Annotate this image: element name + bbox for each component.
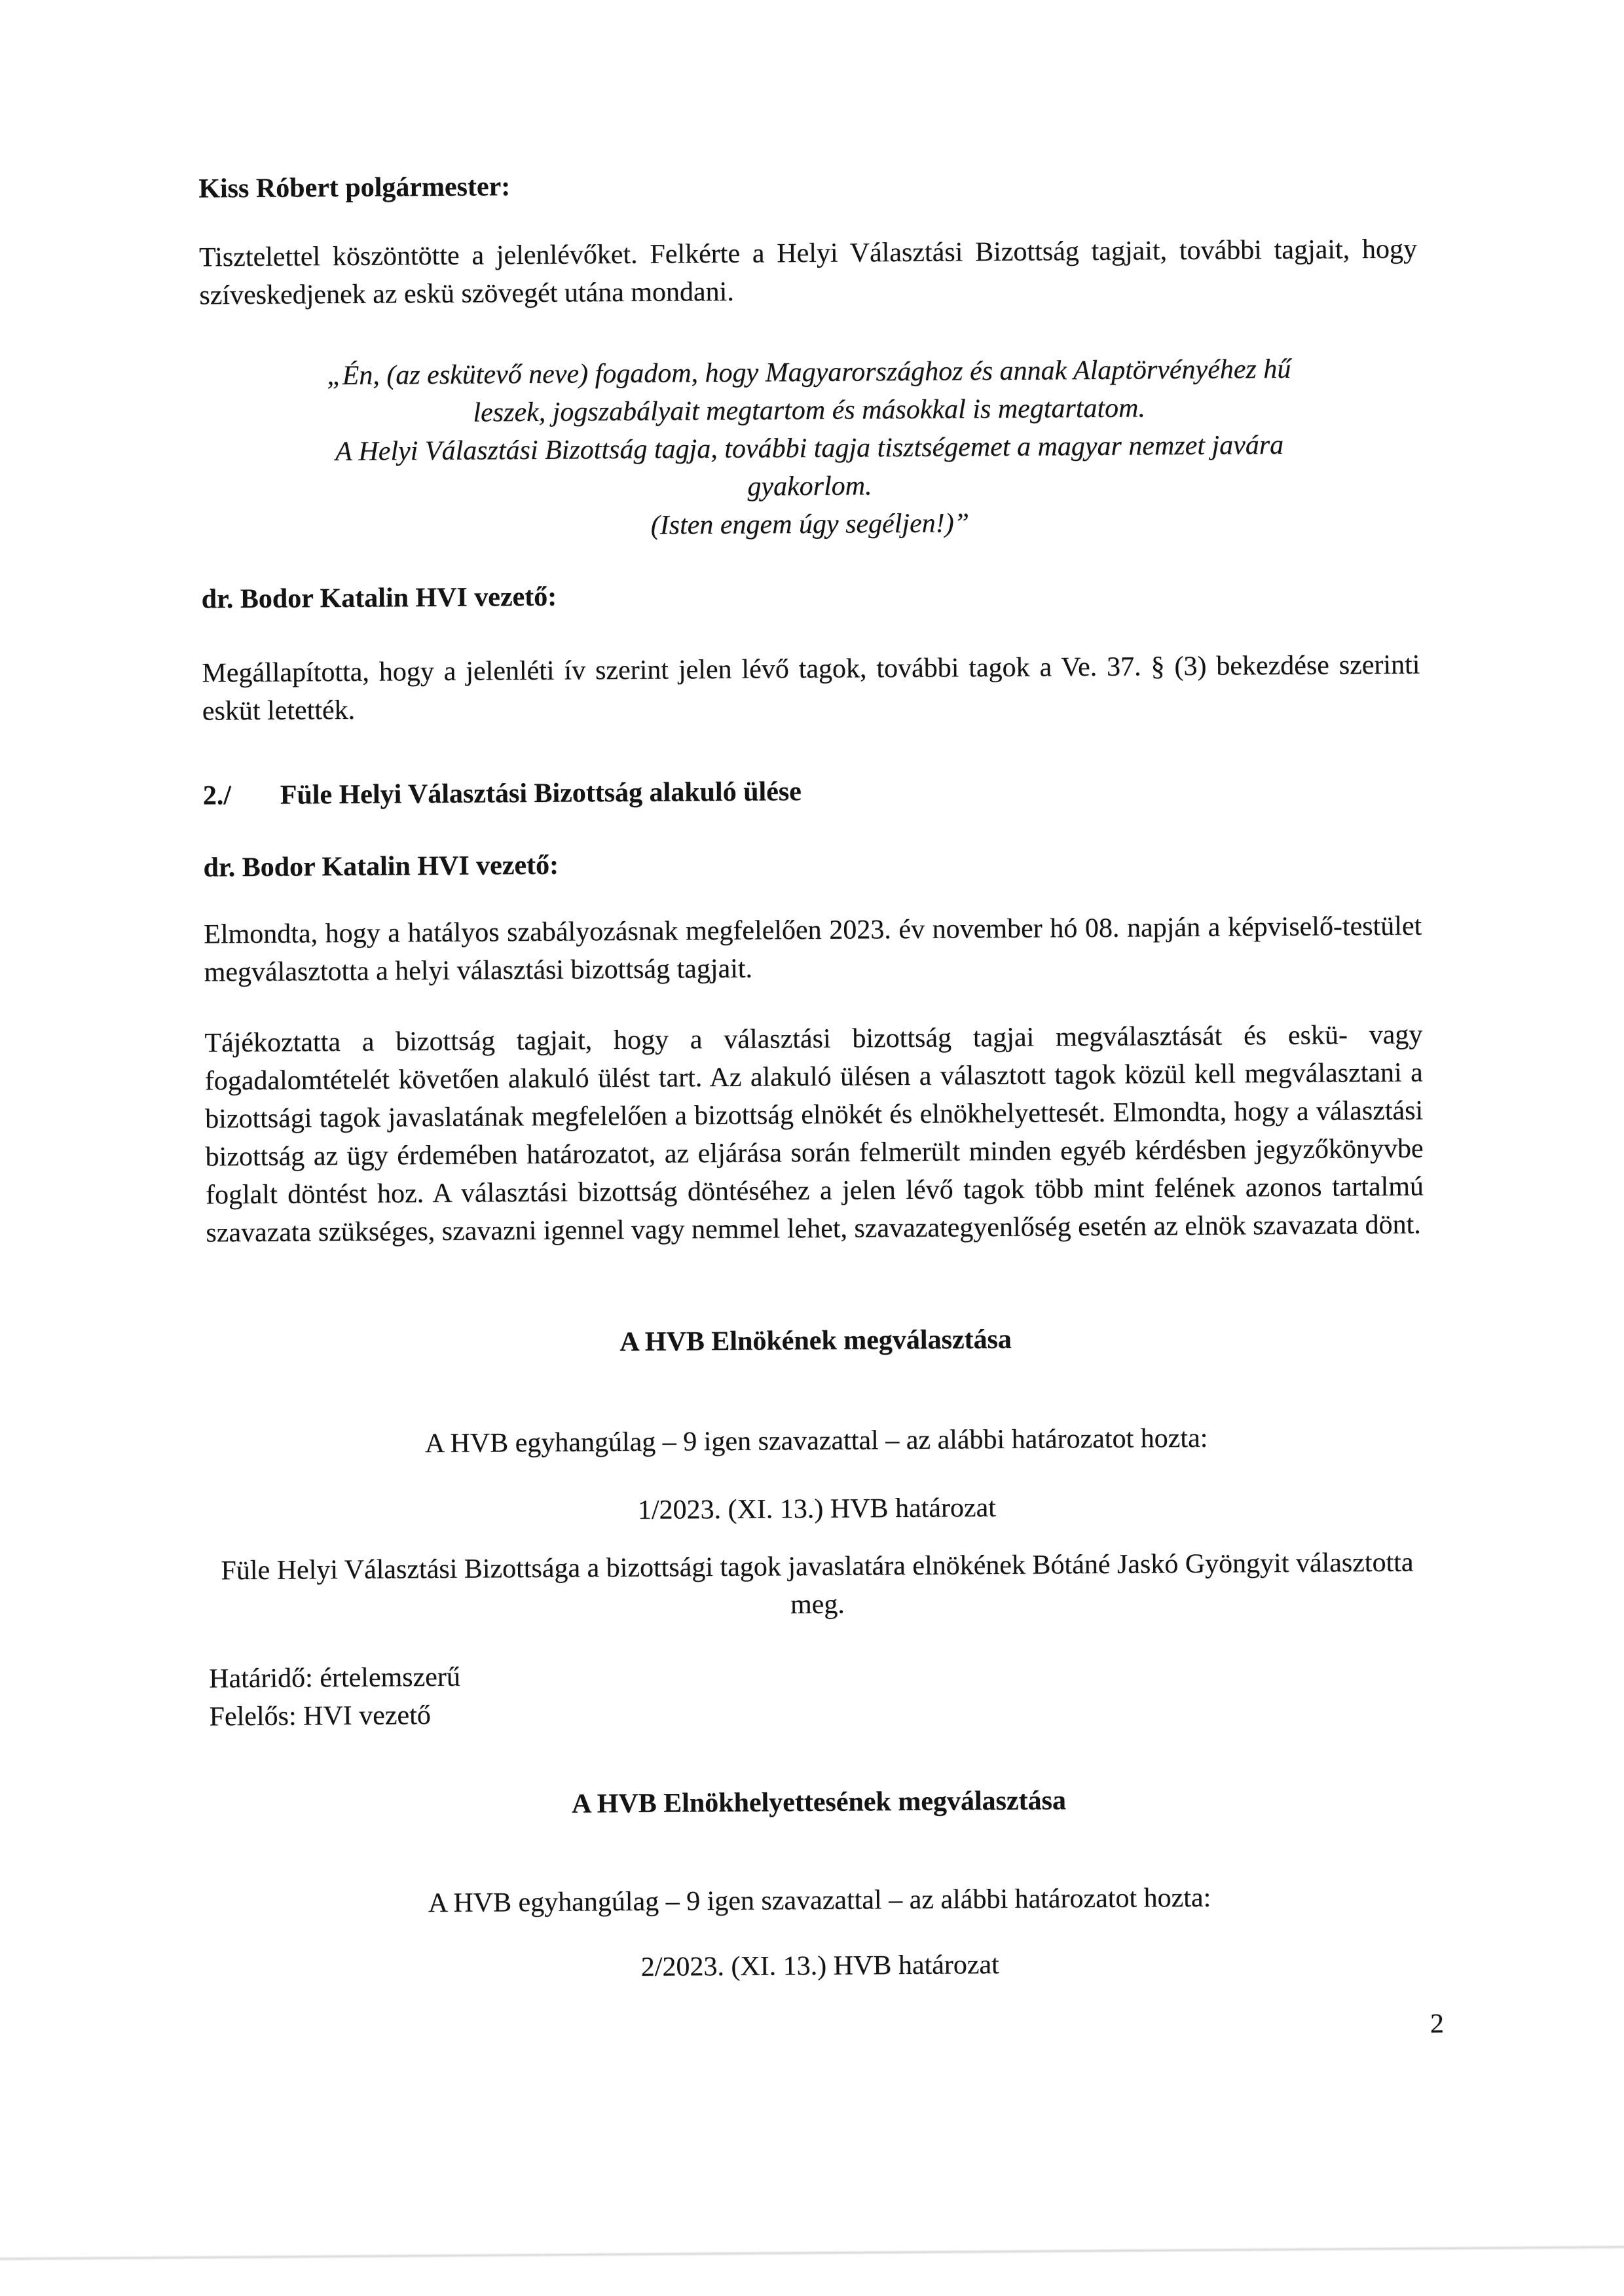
agenda-item-title: Füle Helyi Választási Bizottság alakuló ülése <box>280 776 802 811</box>
paragraph-welcome: Tisztelettel köszöntötte a jelenlévőket. Felkérte a Helyi Választási Bizottság tagjait, további tagjait, hogy szíveskedjenek az eskü szövegét utána mondani. <box>198 234 1418 311</box>
section-heading-deputy-election: A HVB Elnökhelyettesének megválasztása <box>571 1785 1067 1819</box>
document-content <box>197 0 1445 2051</box>
deadline-line: Határidő: értelemszerű <box>208 1662 460 1694</box>
agenda-item-number: 2./ <box>202 780 232 811</box>
page-number: 2 <box>1430 2009 1445 2039</box>
speaker-heading-polgarmester: Kiss Róbert polgármester: <box>198 172 511 204</box>
oath-line-3: A Helyi Választási Bizottság tagja, további tagja tisztségemet a magyar nemzet javára <box>335 429 1284 467</box>
paragraph-oath-taken: Megállapította, hogy a jelenléti ív szerint jelen lévő tagok, további tagok a Ve. 37. § (3) bekezdése szerinti esküt letették. <box>202 649 1420 727</box>
responsible-line: Felelős: HVI vezető <box>209 1700 431 1732</box>
section-heading-chair-election: A HVB Elnökének megválasztása <box>619 1324 1012 1358</box>
oath-line-1: „Én, (az eskütevő neve) fogadom, hogy Magyarországhoz és annak Alaptörvényéhez hű <box>327 354 1291 392</box>
resolution-text-1: Füle Helyi Választási Bizottsága a bizottsági tagok javaslatára elnökének Bótáné Jaskó Gyöngyit választotta meg. <box>221 1547 1414 1620</box>
speaker-heading-hvi-vezeto-1: dr. Bodor Katalin HVI vezető: <box>201 581 557 615</box>
oath-line-4: gyakorlom. <box>747 471 872 502</box>
oath-line-2: leszek, jogszabályait megtartom és másokkal is megtartatom. <box>473 393 1146 428</box>
scan-page-edge-line <box>0 2246 1624 2260</box>
resolution-number-2: 2/2023. (XI. 13.) HVB határozat <box>640 1950 999 1982</box>
resolution-number-1: 1/2023. (XI. 13.) HVB határozat <box>637 1493 997 1525</box>
speaker-heading-hvi-vezeto-2: dr. Bodor Katalin HVI vezető: <box>203 850 559 883</box>
oath-quote-block <box>200 350 1419 548</box>
paragraph-members-elected: Elmondta, hogy a hatályos szabályozásnak megfelelően 2023. év november hó 08. napján a képviselő-testület megválasztotta a helyi választási bizottság tagjait. <box>204 911 1422 988</box>
agenda-item-heading <box>203 769 1421 815</box>
vote-result-line-2: A HVB egyhangúlag – 9 igen szavazattal – az alábbi határozatot hozta: <box>428 1882 1211 1919</box>
oath-line-5: (Isten engem úgy segéljen!)” <box>650 508 970 541</box>
vote-result-line-1: A HVB egyhangúlag – 9 igen szavazattal – az alábbi határozatot hozta: <box>424 1423 1208 1459</box>
paragraph-committee-info: Tájékoztatta a bizottság tagjait, hogy a választási bizottság tagjai megválasztását és eskü- vagy fogadalomtételét követően alakuló ülést tart. Az alakuló ülésen a választott tagok közül kell megválasztani a bizottsági tagok javaslatának megfelelően a bizottság elnökét és elnökhelyettesét. Elmondta, hogy a választási bizottság az ügy érdemében határozatot, az eljárása során felmerült minden egyéb kérdésben jegyzőkönyvbe foglalt döntést hoz. A választási bizottság döntéséhez a jelen lévő tagok több mint felének azonos tartalmú szavazata szükséges, szavazni igennel vagy nemmel lehet, szavazategyenlőség esetén az elnök szavazata dönt. <box>204 1019 1424 1248</box>
